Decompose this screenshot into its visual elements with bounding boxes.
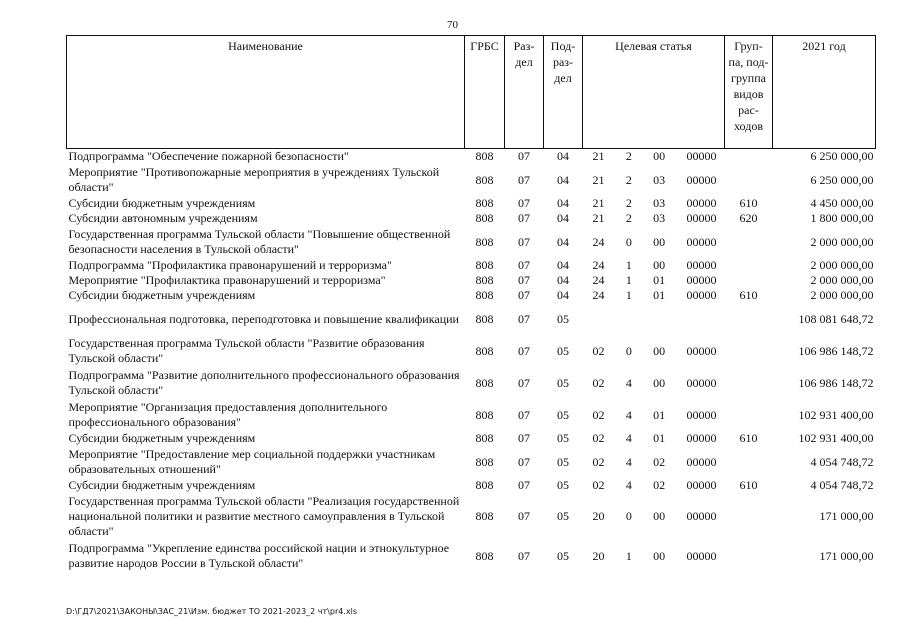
row-target-article xyxy=(583,196,725,211)
row-podrazdel: 05 xyxy=(557,343,569,358)
target-part-t1: 24 xyxy=(592,258,605,272)
budget-table xyxy=(66,35,876,572)
target-part-t3: 01 xyxy=(653,273,666,287)
target-part-t3: 01 xyxy=(653,407,666,422)
row-amount: 6 250 000,00 xyxy=(810,172,874,187)
row-name: Профессиональная подготовка, переподготовка и повышение квалификации xyxy=(68,311,459,326)
target-part-t3: 00 xyxy=(653,149,666,163)
row-name: Субсидии бюджетным учреждениям xyxy=(68,431,256,445)
target-part-t3: 01 xyxy=(653,288,666,302)
page-number: 70 xyxy=(447,19,458,31)
row-name: Мероприятие "Противопожарные мероприятия в учреждениях Тульской области" xyxy=(68,165,440,194)
target-part-t2: 4 xyxy=(625,431,632,445)
row-podrazdel: 05 xyxy=(557,478,569,492)
target-part-t3: 03 xyxy=(653,172,666,187)
target-part-t1: 20 xyxy=(592,548,605,563)
target-part-t2: 4 xyxy=(625,407,632,422)
row-target-article xyxy=(583,164,725,196)
row-grbs: 808 xyxy=(475,311,494,326)
target-part-t3: 02 xyxy=(653,478,666,492)
target-part-t2: 2 xyxy=(625,211,632,225)
target-part-t1: 02 xyxy=(592,478,605,492)
row-grbs: 808 xyxy=(475,258,494,272)
row-amount: 2 000 000,00 xyxy=(810,288,874,302)
target-part-t1: 02 xyxy=(592,343,605,358)
row-amount: 106 986 148,72 xyxy=(798,343,874,358)
row-amount: 2 000 000,00 xyxy=(810,234,874,249)
table-row xyxy=(67,367,876,399)
table-row xyxy=(67,226,876,258)
row-name: Субсидии автономным учреждениям xyxy=(68,211,258,225)
header-group: Груп- па, под- группа видов рас- ходов xyxy=(725,36,773,149)
row-expense-group xyxy=(725,164,773,196)
row-podrazdel: 04 xyxy=(557,273,569,287)
row-razdel: 07 xyxy=(518,478,530,492)
row-expense-group xyxy=(725,226,773,258)
table-row xyxy=(67,540,876,572)
target-part-t4: 00000 xyxy=(686,196,717,210)
row-target-article xyxy=(583,478,725,493)
table-row xyxy=(67,211,876,226)
table-row xyxy=(67,431,876,446)
row-expense-group: 610 xyxy=(739,478,758,492)
row-target-article xyxy=(583,288,725,303)
row-target-article xyxy=(583,211,725,226)
header-target: Целевая статья xyxy=(583,36,725,149)
target-part-t4: 00000 xyxy=(686,172,717,187)
target-part-t1: 02 xyxy=(592,431,605,445)
row-podrazdel: 05 xyxy=(557,311,569,326)
target-part-t3: 00 xyxy=(653,509,666,523)
row-target-article xyxy=(583,540,725,572)
row-amount: 6 250 000,00 xyxy=(810,149,874,163)
row-grbs: 808 xyxy=(475,234,494,249)
row-target-article xyxy=(583,493,725,540)
row-razdel: 07 xyxy=(518,273,530,287)
row-razdel: 07 xyxy=(518,149,530,163)
row-expense-group: 620 xyxy=(739,211,758,225)
target-part-t1: 02 xyxy=(592,407,605,422)
row-grbs: 808 xyxy=(475,407,494,422)
target-part-t4: 00000 xyxy=(686,509,717,523)
row-expense-group xyxy=(725,258,773,273)
row-grbs: 808 xyxy=(475,343,494,358)
target-part-t4: 00000 xyxy=(686,343,717,358)
row-razdel: 07 xyxy=(518,311,530,326)
target-part-t4: 00000 xyxy=(686,454,717,469)
footer-file-path: D:\ГД7\2021\ЗАКОНЫ\ЗАС_21\Изм. бюджет ТО 2021-2023_2 чт\pr4.xls xyxy=(66,607,357,616)
row-razdel: 07 xyxy=(518,375,530,390)
row-podrazdel: 05 xyxy=(557,375,569,390)
row-grbs: 808 xyxy=(475,548,494,563)
row-amount: 4 054 748,72 xyxy=(810,478,874,492)
row-target-article xyxy=(583,399,725,431)
target-part-t2: 1 xyxy=(625,258,632,272)
row-name: Субсидии бюджетным учреждениям xyxy=(68,288,256,302)
row-grbs: 808 xyxy=(475,149,494,163)
row-name: Подпрограмма "Укрепление единства российской нации и этнокультурное развитие народов России в Тульской области" xyxy=(68,541,450,570)
table-header-row xyxy=(67,36,876,149)
target-part-t2: 4 xyxy=(625,478,632,492)
row-expense-group xyxy=(725,446,773,478)
row-target-article xyxy=(583,303,725,335)
row-grbs: 808 xyxy=(475,375,494,390)
header-razdel: Раз- дел xyxy=(505,36,544,149)
target-part-t3: 03 xyxy=(653,196,666,210)
row-razdel: 07 xyxy=(518,343,530,358)
target-part-t2: 4 xyxy=(625,375,632,390)
target-part-t2: 4 xyxy=(625,454,632,469)
table-row xyxy=(67,288,876,303)
target-part-t1: 21 xyxy=(592,211,605,225)
row-expense-group xyxy=(725,273,773,288)
table-row xyxy=(67,446,876,478)
target-part-t1: 24 xyxy=(592,273,605,287)
target-part-t3: 00 xyxy=(653,343,666,358)
row-amount: 2 000 000,00 xyxy=(810,258,874,272)
row-target-article xyxy=(583,149,725,165)
row-razdel: 07 xyxy=(518,288,530,302)
row-expense-group: 610 xyxy=(739,431,758,445)
target-part-t4: 00000 xyxy=(686,149,717,163)
row-expense-group xyxy=(725,493,773,540)
row-grbs: 808 xyxy=(475,454,494,469)
row-name: Мероприятие "Профилактика правонарушений и терроризма" xyxy=(68,273,386,287)
target-part-t4: 00000 xyxy=(686,288,717,302)
row-podrazdel: 05 xyxy=(557,454,569,469)
target-part-t4: 00000 xyxy=(686,548,717,563)
row-podrazdel: 04 xyxy=(557,172,569,187)
target-part-t3: 00 xyxy=(653,548,666,563)
target-part-t3: 01 xyxy=(653,431,666,445)
row-expense-group: 610 xyxy=(739,196,758,210)
header-year: 2021 год xyxy=(773,36,876,149)
row-podrazdel: 05 xyxy=(557,509,569,523)
table-row xyxy=(67,303,876,335)
target-part-t2: 2 xyxy=(625,196,632,210)
row-name: Государственная программа Тульской области "Развитие образования Тульской области" xyxy=(68,336,425,365)
row-expense-group xyxy=(725,303,773,335)
target-part-t1: 20 xyxy=(592,509,605,523)
target-part-t2: 2 xyxy=(625,149,632,163)
row-razdel: 07 xyxy=(518,258,530,272)
row-grbs: 808 xyxy=(475,172,494,187)
row-razdel: 07 xyxy=(518,234,530,249)
row-grbs: 808 xyxy=(475,288,494,302)
row-expense-group xyxy=(725,540,773,572)
target-part-t3: 02 xyxy=(653,454,666,469)
target-part-t2: 1 xyxy=(625,548,632,563)
row-amount: 102 931 400,00 xyxy=(798,407,874,422)
row-podrazdel: 05 xyxy=(557,407,569,422)
target-part-t3: 00 xyxy=(653,234,666,249)
target-part-t4: 00000 xyxy=(686,407,717,422)
row-podrazdel: 05 xyxy=(557,548,569,563)
target-part-t4: 00000 xyxy=(686,431,717,445)
target-part-t4: 00000 xyxy=(686,234,717,249)
row-name: Мероприятие "Организация предоставления дополнительного профессионального образования" xyxy=(68,400,388,429)
row-grbs: 808 xyxy=(475,273,494,287)
row-razdel: 07 xyxy=(518,454,530,469)
row-amount: 4 450 000,00 xyxy=(810,196,874,210)
target-part-t1: 02 xyxy=(592,454,605,469)
row-razdel: 07 xyxy=(518,407,530,422)
table-row xyxy=(67,196,876,211)
target-part-t1: 02 xyxy=(592,375,605,390)
row-podrazdel: 05 xyxy=(557,431,569,445)
row-expense-group xyxy=(725,335,773,367)
target-part-t4: 00000 xyxy=(686,375,717,390)
row-razdel: 07 xyxy=(518,509,530,523)
row-name: Подпрограмма "Обеспечение пожарной безопасности" xyxy=(68,149,349,163)
target-part-t4: 00000 xyxy=(686,273,717,287)
target-part-t2: 0 xyxy=(625,234,632,249)
target-part-t1: 21 xyxy=(592,149,605,163)
row-razdel: 07 xyxy=(518,211,530,225)
row-target-article xyxy=(583,431,725,446)
row-grbs: 808 xyxy=(475,478,494,492)
row-podrazdel: 04 xyxy=(557,288,569,302)
row-razdel: 07 xyxy=(518,431,530,445)
row-target-article xyxy=(583,367,725,399)
row-name: Государственная программа Тульской области "Реализация государственной национальной политики и развитие местного самоуправления в Тульской области" xyxy=(68,494,460,538)
row-razdel: 07 xyxy=(518,172,530,187)
target-part-t2: 0 xyxy=(625,509,632,523)
header-podrazdel: Под- раз- дел xyxy=(544,36,583,149)
table-row xyxy=(67,149,876,165)
row-name: Государственная программа Тульской области "Повышение общественной безопасности населения в Тульской области" xyxy=(68,227,451,256)
row-name: Подпрограмма "Развитие дополнительного профессионального образования Тульской области" xyxy=(68,368,460,397)
row-name: Подпрограмма "Профилактика правонарушений и терроризма" xyxy=(68,258,392,272)
row-target-article xyxy=(583,446,725,478)
row-podrazdel: 04 xyxy=(557,211,569,225)
row-expense-group xyxy=(725,149,773,165)
target-part-t2: 1 xyxy=(625,288,632,302)
target-part-t1: 24 xyxy=(592,288,605,302)
header-grbs: ГРБС xyxy=(465,36,505,149)
row-expense-group xyxy=(725,367,773,399)
row-grbs: 808 xyxy=(475,431,494,445)
row-name: Субсидии бюджетным учреждениям xyxy=(68,478,256,492)
target-part-t2: 2 xyxy=(625,172,632,187)
target-part-t1: 24 xyxy=(592,234,605,249)
table-row xyxy=(67,258,876,273)
row-target-article xyxy=(583,258,725,273)
target-part-t3: 00 xyxy=(653,375,666,390)
table-row xyxy=(67,273,876,288)
row-amount: 4 054 748,72 xyxy=(810,454,874,469)
row-target-article xyxy=(583,226,725,258)
row-razdel: 07 xyxy=(518,196,530,210)
row-amount: 1 800 000,00 xyxy=(810,211,874,225)
row-razdel: 07 xyxy=(518,548,530,563)
row-expense-group xyxy=(725,399,773,431)
target-part-t1: 21 xyxy=(592,196,605,210)
row-amount: 108 081 648,72 xyxy=(798,311,874,326)
row-podrazdel: 04 xyxy=(557,258,569,272)
target-part-t4: 00000 xyxy=(686,211,717,225)
target-part-t2: 0 xyxy=(625,343,632,358)
row-podrazdel: 04 xyxy=(557,234,569,249)
row-amount: 171 000,00 xyxy=(819,509,874,523)
row-grbs: 808 xyxy=(475,211,494,225)
row-amount: 102 931 400,00 xyxy=(798,431,874,445)
row-target-article xyxy=(583,335,725,367)
row-target-article xyxy=(583,273,725,288)
row-name: Субсидии бюджетным учреждениям xyxy=(68,196,256,210)
row-grbs: 808 xyxy=(475,196,494,210)
target-part-t3: 00 xyxy=(653,258,666,272)
table-row xyxy=(67,335,876,367)
target-part-t2: 1 xyxy=(625,273,632,287)
target-part-t4: 00000 xyxy=(686,478,717,492)
table-row xyxy=(67,493,876,540)
target-part-t3: 03 xyxy=(653,211,666,225)
table-row xyxy=(67,478,876,493)
table-row xyxy=(67,399,876,431)
target-part-t4: 00000 xyxy=(686,258,717,272)
row-podrazdel: 04 xyxy=(557,149,569,163)
table-row xyxy=(67,164,876,196)
row-podrazdel: 04 xyxy=(557,196,569,210)
row-amount: 106 986 148,72 xyxy=(798,375,874,390)
row-grbs: 808 xyxy=(475,509,494,523)
target-part-t1: 21 xyxy=(592,172,605,187)
row-name: Мероприятие "Предоставление мер социальной поддержки участникам образовательных отношений" xyxy=(68,447,436,476)
header-name: Наименование xyxy=(67,36,465,149)
row-expense-group: 610 xyxy=(739,288,758,302)
row-amount: 2 000 000,00 xyxy=(810,273,874,287)
row-amount: 171 000,00 xyxy=(819,548,874,563)
